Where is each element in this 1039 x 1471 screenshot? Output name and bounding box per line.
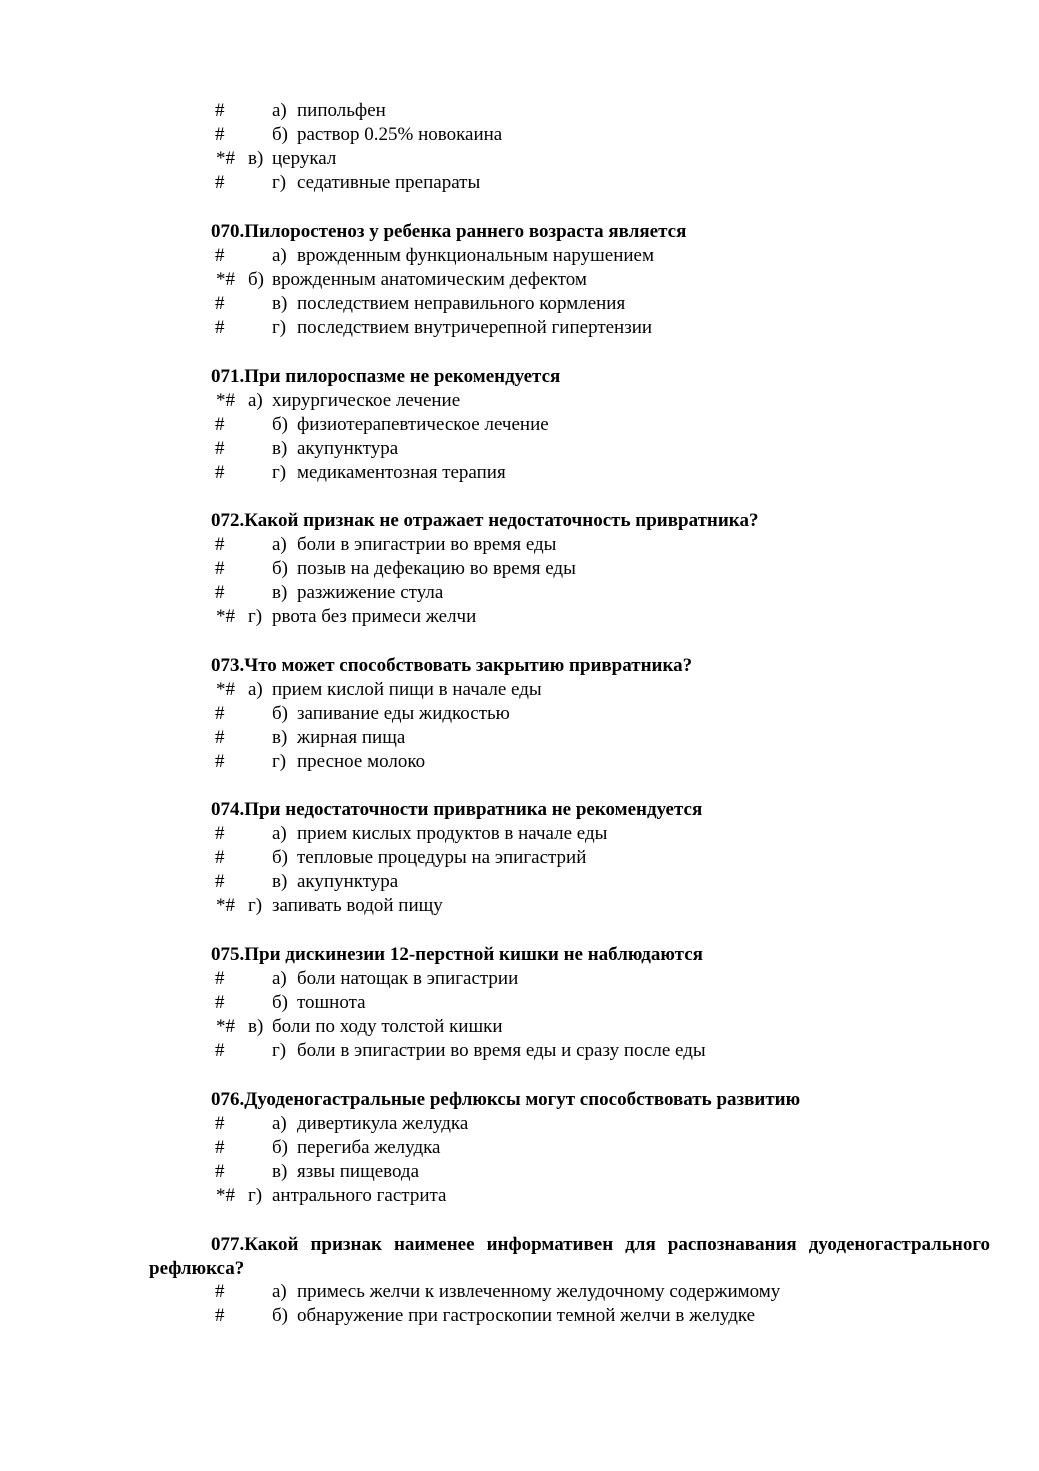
question-title: 076.Дуоденогастральные рефлюксы могут способствовать развитию	[211, 1089, 801, 1110]
answer-text: врожденным анатомическим дефектом	[272, 269, 587, 290]
question-title: 072.Какой признак не отражает недостаточность привратника?	[211, 510, 759, 531]
answer-letter: б)	[248, 269, 264, 290]
answer-text: акупунктура	[297, 438, 399, 459]
answer-letter: а)	[272, 245, 287, 266]
answer-letter: в)	[272, 727, 288, 748]
answer-text: пресное молоко	[297, 751, 426, 772]
answer-marker: #	[215, 1040, 225, 1061]
answer-text: тошнота	[297, 992, 366, 1013]
answer-marker: #	[215, 462, 225, 483]
answer-text: позыв на дефекацию во время еды	[297, 558, 576, 579]
answer-option	[0, 558, 1039, 582]
answer-option-correct	[0, 1016, 1039, 1040]
answer-marker: #	[215, 438, 225, 459]
answer-marker: *#	[216, 1016, 235, 1037]
answer-marker: #	[215, 582, 225, 603]
answer-text: тепловые процедуры на эпигастрий	[297, 847, 587, 868]
answer-option	[0, 823, 1039, 847]
answer-letter: а)	[272, 1281, 287, 1302]
answer-text: хирургическое лечение	[272, 390, 461, 411]
answer-option-correct	[0, 390, 1039, 414]
answer-option	[0, 317, 1039, 341]
answer-marker: #	[215, 1281, 225, 1302]
answer-option	[0, 1040, 1039, 1064]
answer-text: последствием неправильного кормления	[297, 293, 626, 314]
answer-letter: б)	[272, 847, 288, 868]
answer-letter: а)	[272, 823, 287, 844]
answer-marker: #	[215, 1305, 225, 1326]
answer-text: примесь желчи к извлеченному желудочному содержимому	[297, 1281, 781, 1302]
question-title: 070.Пилоростеноз у ребенка раннего возраста является	[211, 221, 687, 242]
answer-marker: *#	[216, 1185, 235, 1206]
question-title: 077.Какой признак наименее информативен для распознавания дуоденогастрального рефлюкса?	[149, 1234, 990, 1279]
answer-marker: #	[215, 1137, 225, 1158]
answer-marker: #	[215, 1161, 225, 1182]
answer-text: раствор 0.25% новокаина	[297, 124, 503, 145]
answer-text: боли в эпигастрии во время еды и сразу после еды	[297, 1040, 706, 1061]
answer-letter: б)	[272, 703, 288, 724]
answer-marker: *#	[216, 679, 235, 700]
answer-text: запивание еды жидкостью	[297, 703, 510, 724]
answer-text: антрального гастрита	[272, 1185, 447, 1206]
answer-option	[0, 992, 1039, 1016]
answer-marker: *#	[216, 269, 235, 290]
answer-option	[0, 100, 1039, 124]
answer-letter: б)	[272, 558, 288, 579]
answer-option-correct	[0, 269, 1039, 293]
answer-letter: в)	[248, 1016, 264, 1037]
answer-letter: г)	[272, 751, 287, 772]
answer-text: акупунктура	[297, 871, 399, 892]
answer-letter: в)	[272, 582, 288, 603]
answer-text: перегиба желудка	[297, 1137, 441, 1158]
answer-option	[0, 1305, 1039, 1329]
answer-marker: #	[215, 534, 225, 555]
answer-option-correct	[0, 895, 1039, 919]
answer-letter: а)	[272, 968, 287, 989]
answer-marker: #	[215, 317, 225, 338]
answer-option-correct	[0, 1185, 1039, 1209]
answer-text: седативные препараты	[297, 172, 481, 193]
answer-letter: г)	[272, 172, 287, 193]
answer-letter: в)	[272, 438, 288, 459]
answer-text: прием кислой пищи в начале еды	[272, 679, 542, 700]
answer-text: последствием внутричерепной гипертензии	[297, 317, 653, 338]
answer-letter: в)	[272, 871, 288, 892]
answer-text: врожденным функциональным нарушением	[297, 245, 655, 266]
answer-marker: #	[215, 847, 225, 868]
answer-marker: #	[215, 703, 225, 724]
answer-text: жирная пища	[297, 727, 406, 748]
answer-text: прием кислых продуктов в начале еды	[297, 823, 608, 844]
answer-marker: *#	[216, 148, 235, 169]
answer-letter: а)	[272, 100, 287, 121]
answer-text: дивертикула желудка	[297, 1113, 469, 1134]
answer-letter: в)	[272, 293, 288, 314]
answer-option	[0, 703, 1039, 727]
answer-option	[0, 438, 1039, 462]
answer-letter: а)	[272, 534, 287, 555]
answer-option	[0, 293, 1039, 317]
answer-text: боли натощак в эпигастрии	[297, 968, 519, 989]
answer-text: медикаментозная терапия	[297, 462, 506, 483]
answer-letter: б)	[272, 414, 288, 435]
answer-option	[0, 245, 1039, 269]
answer-option	[0, 1281, 1039, 1305]
answer-marker: #	[215, 172, 225, 193]
question-title: 073.Что может способствовать закрытию привратника?	[211, 655, 693, 676]
answer-option	[0, 968, 1039, 992]
answer-option	[0, 1113, 1039, 1137]
answer-text: язвы пищевода	[297, 1161, 420, 1182]
answer-marker: *#	[216, 895, 235, 916]
answer-letter: г)	[248, 606, 263, 627]
answer-text: обнаружение при гастроскопии темной желчи в желудке	[297, 1305, 756, 1326]
question-title: 075.При дискинезии 12-перстной кишки не наблюдаются	[211, 944, 703, 965]
answer-letter: а)	[248, 679, 263, 700]
answer-letter: б)	[272, 992, 288, 1013]
answer-marker: *#	[216, 606, 235, 627]
answer-option-correct	[0, 148, 1039, 172]
answer-letter: г)	[272, 462, 287, 483]
answer-option-correct	[0, 606, 1039, 630]
answer-text: церукал	[272, 148, 337, 169]
answer-option-correct	[0, 679, 1039, 703]
answer-text: рвота без примеси желчи	[272, 606, 477, 627]
answer-marker: #	[215, 871, 225, 892]
answer-option	[0, 414, 1039, 438]
answer-letter: г)	[248, 1185, 263, 1206]
answer-marker: #	[215, 293, 225, 314]
answer-marker: #	[215, 558, 225, 579]
answer-option	[0, 751, 1039, 775]
answer-text: запивать водой пищу	[272, 895, 443, 916]
answer-marker: #	[215, 1113, 225, 1134]
answer-marker: #	[215, 751, 225, 772]
answer-letter: а)	[248, 390, 263, 411]
answer-option	[0, 847, 1039, 871]
answer-text: пипольфен	[297, 100, 386, 121]
answer-marker: #	[215, 245, 225, 266]
answer-letter: г)	[272, 1040, 287, 1061]
answer-text: боли в эпигастрии во время еды	[297, 534, 557, 555]
answer-text: разжижение стула	[297, 582, 444, 603]
answer-option	[0, 534, 1039, 558]
answer-option	[0, 1137, 1039, 1161]
answer-letter: г)	[272, 317, 287, 338]
answer-option	[0, 124, 1039, 148]
question-title: 071.При пилороспазме не рекомендуется	[211, 366, 561, 387]
answer-option	[0, 1161, 1039, 1185]
answer-letter: в)	[248, 148, 264, 169]
answer-letter: б)	[272, 1137, 288, 1158]
answer-letter: а)	[272, 1113, 287, 1134]
answer-marker: #	[215, 414, 225, 435]
answer-marker: #	[215, 823, 225, 844]
answer-option	[0, 727, 1039, 751]
answer-marker: #	[215, 992, 225, 1013]
answer-text: боли по ходу толстой кишки	[272, 1016, 503, 1037]
answer-letter: б)	[272, 1305, 288, 1326]
answer-option	[0, 462, 1039, 486]
answer-option	[0, 172, 1039, 196]
answer-marker: *#	[216, 390, 235, 411]
answer-marker: #	[215, 100, 225, 121]
answer-letter: в)	[272, 1161, 288, 1182]
answer-letter: г)	[248, 895, 263, 916]
answer-marker: #	[215, 124, 225, 145]
answer-letter: б)	[272, 124, 288, 145]
answer-option	[0, 871, 1039, 895]
answer-marker: #	[215, 968, 225, 989]
question-title: 074.При недостаточности привратника не рекомендуется	[211, 799, 703, 820]
answer-option	[0, 582, 1039, 606]
answer-text: физиотерапевтическое лечение	[297, 414, 549, 435]
answer-marker: #	[215, 727, 225, 748]
